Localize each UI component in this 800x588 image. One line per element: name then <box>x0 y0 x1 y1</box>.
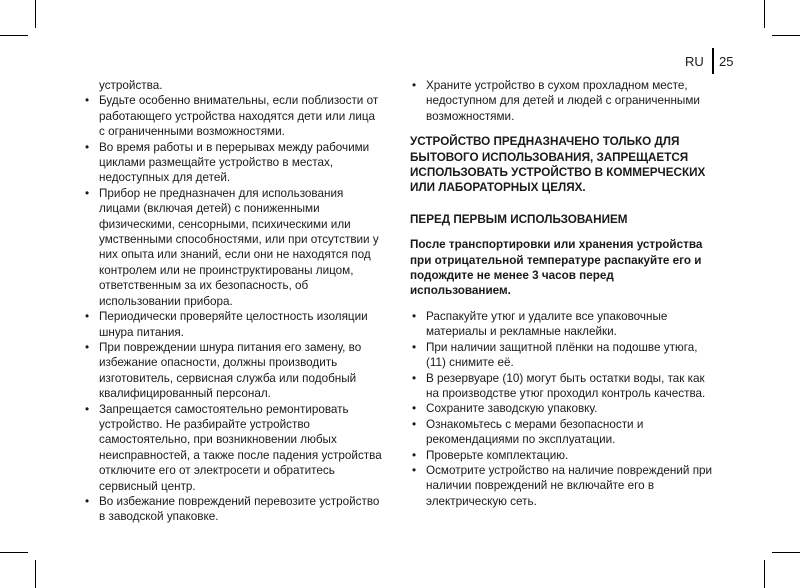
list-item: • Прибор не предназначен для использования лицами (включая детей) с пониженными физическими, сенсорными, психическими или умственными способностями, или при отсутствии у них опыта или знаний, если они не находятся под контролем или не проинструктированы лицом, ответственным за их безопасность, об использовании прибора. <box>83 186 383 309</box>
left-safety-list <box>83 93 383 524</box>
household-use-warning: УСТРОЙСТВО ПРЕДНАЗНАЧЕНО ТОЛЬКО ДЛЯ БЫТОВОГО ИСПОЛЬЗОВАНИЯ, ЗАПРЕЩАЕТСЯ ИСПОЛЬЗОВАТЬ УСТРОЙСТВО В КОММЕРЧЕСКИХ ИЛИ ЛАБОРАТОРНЫХ ЦЕЛЯХ. <box>410 135 706 195</box>
page-number: 25 <box>719 54 734 69</box>
language-label: RU <box>685 54 704 69</box>
crop-mark-top-right-h <box>772 35 800 36</box>
list-item: • При наличии защитной плёнки на подошве утюга, (11) снимите её. <box>410 340 715 371</box>
list-item: • Ознакомьтесь с мерами безопасности и рекомендациями по эксплуатации. <box>410 417 715 448</box>
list-item: • Сохраните заводскую упаковку. <box>410 401 715 416</box>
list-item: • В резервуаре (10) могут быть остатки воды, так как на производстве утюг проходил контроль качества. <box>410 371 715 402</box>
first-use-list <box>410 309 715 509</box>
header-divider <box>712 48 714 74</box>
crop-mark-top-left-v <box>35 0 36 28</box>
transport-intro: После транспортировки или хранения устройства при отрицательной температуре распакуйте его и подождите не менее 3 часов перед использованием. <box>410 238 703 298</box>
list-item: • Храните устройство в сухом прохладном месте, недоступном для детей и людей с ограниченными возможностями. <box>410 78 715 124</box>
right-column <box>410 78 715 509</box>
crop-mark-bottom-left-v <box>35 560 36 588</box>
continuation-text: устройства. <box>99 79 163 92</box>
right-top-list <box>410 78 715 124</box>
list-item: • Во избежание повреждений перевозите устройство в заводской упаковке. <box>83 494 383 525</box>
left-column <box>83 78 383 525</box>
list-item: • Осмотрите устройство на наличие повреждений при наличии повреждений не включайте его в электрическую сеть. <box>410 463 715 509</box>
list-item: • Во время работы и в перерывах между рабочими циклами размещайте устройство в местах, недоступных для детей. <box>83 140 383 186</box>
list-item: • Распакуйте утюг и удалите все упаковочные материалы и рекламные наклейки. <box>410 309 715 340</box>
list-item: • Проверьте комплектацию. <box>410 448 715 463</box>
section-title: ПЕРЕД ПЕРВЫМ ИСПОЛЬЗОВАНИЕМ <box>410 212 628 226</box>
list-item: • Периодически проверяйте целостность изоляции шнура питания. <box>83 309 383 340</box>
crop-mark-bottom-right-h <box>772 552 800 553</box>
list-item: • При повреждении шнура питания его замену, во избежание опасности, должны производить изготовитель, сервисная служба или подобный квалифицированный персонал. <box>83 340 383 402</box>
crop-mark-top-right-v <box>764 0 765 28</box>
list-item: • Запрещается самостоятельно ремонтировать устройство. Не разбирайте устройство самостоятельно, при возникновении любых неисправностей, а также после падения устройства отключите его от электросети и обратитесь сервисный центр. <box>83 402 383 494</box>
list-item: • Будьте особенно внимательны, если поблизости от работающего устройства находятся дети или лица с ограниченными возможностями. <box>83 93 383 139</box>
crop-mark-top-left-h <box>0 35 28 36</box>
crop-mark-bottom-right-v <box>764 560 765 588</box>
crop-mark-bottom-left-h <box>0 552 28 553</box>
